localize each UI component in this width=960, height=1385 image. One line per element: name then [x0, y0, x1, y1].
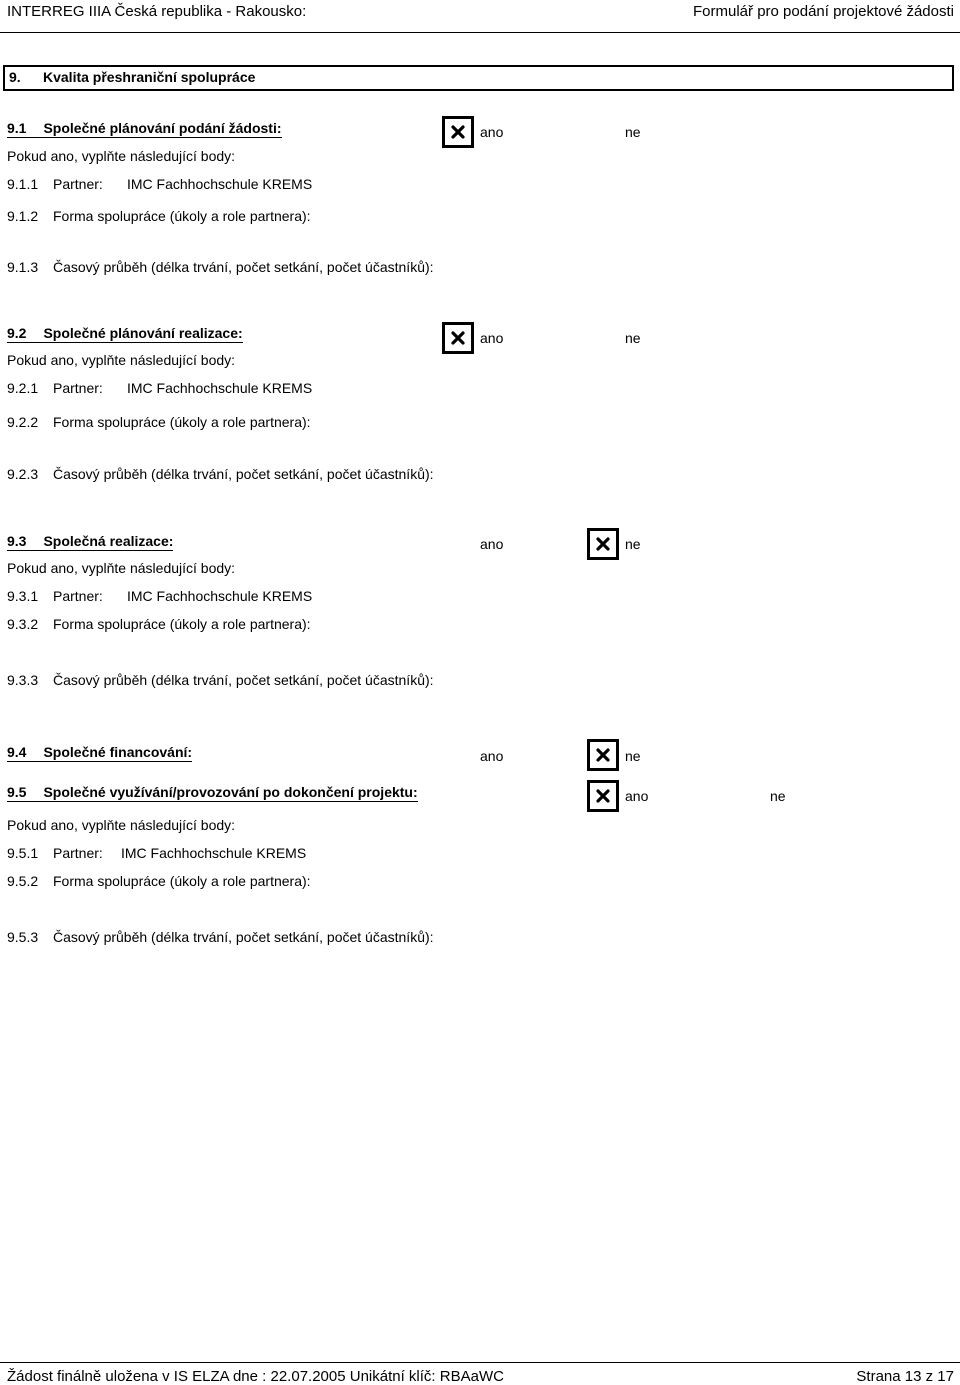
item-title: Společné plánování realizace: [43, 325, 243, 341]
footer-rule [0, 1362, 960, 1363]
timeline-label: Časový průběh (délka trvání, počet setkání, počet účastníků): [53, 466, 434, 482]
item-9-5-if-yes: Pokud ano, vyplňte následující body: [7, 817, 236, 833]
item-9-1-2-num: 9.1.2 [7, 208, 39, 224]
item-number: 9.2 [7, 325, 27, 341]
timeline-label: Časový průběh (délka trvání, počet setkání, počet účastníků): [53, 672, 434, 688]
item-9-1-3-num: 9.1.3 [7, 259, 39, 275]
item-title: Společné využívání/provozování po dokončení projektu: [43, 784, 418, 800]
item-9-3-3-num: 9.3.3 [7, 672, 39, 688]
check-x-icon [595, 788, 611, 804]
header-left: INTERREG IIIA Česká republika - Rakousko: [7, 3, 307, 20]
section-title: Kvalita přeshraniční spolupráce [43, 69, 256, 85]
footer-right: Strana 13 z 17 [856, 1368, 954, 1385]
item-9-4-heading [7, 745, 192, 762]
item-9-4-ne-checkbox[interactable] [587, 739, 619, 771]
timeline-label: Časový průběh (délka trvání, počet setkání, počet účastníků): [53, 259, 434, 275]
item-title: Společné plánování podání žádosti: [43, 120, 282, 136]
header-right: Formulář pro podání projektové žádosti [693, 3, 954, 20]
form-label: Forma spolupráce (úkoly a role partnera): [53, 873, 311, 889]
check-x-icon [595, 747, 611, 763]
form-label: Forma spolupráce (úkoly a role partnera): [53, 208, 311, 224]
item-9-5-heading [7, 785, 418, 802]
item-9-1-1-num: 9.1.1 [7, 176, 39, 192]
item-number: 9.5 [7, 784, 27, 800]
item-9-1-heading [7, 121, 282, 138]
form-label: Forma spolupráce (úkoly a role partnera): [53, 414, 311, 430]
item-number: 9.1 [7, 120, 27, 136]
item-9-2-1-num: 9.2.1 [7, 380, 39, 396]
partner-label: Partner: [53, 380, 103, 396]
item-9-3-2-num: 9.3.2 [7, 616, 39, 632]
item-number: 9.4 [7, 744, 27, 760]
item-9-5-3-num: 9.5.3 [7, 929, 39, 945]
item-9-4-ano-label: ano [480, 748, 504, 764]
item-9-1-partner-value: IMC Fachhochschule KREMS [127, 176, 313, 192]
item-9-3-if-yes: Pokud ano, vyplňte následující body: [7, 560, 236, 576]
item-9-3-ano-label: ano [480, 536, 504, 552]
section-number: 9. [9, 69, 21, 85]
item-9-5-2-num: 9.5.2 [7, 873, 39, 889]
item-9-5-ano-label: ano [625, 788, 649, 804]
item-9-2-heading [7, 326, 243, 343]
item-9-4-ne-label: ne [625, 748, 641, 764]
item-9-2-ano-checkbox[interactable] [442, 322, 474, 354]
partner-label: Partner: [53, 588, 103, 604]
item-number: 9.3 [7, 533, 27, 549]
check-x-icon [450, 124, 466, 140]
item-9-5-ano-checkbox[interactable] [587, 780, 619, 812]
item-9-2-3-num: 9.2.3 [7, 466, 39, 482]
item-9-3-ne-label: ne [625, 536, 641, 552]
item-9-1-ano-checkbox[interactable] [442, 116, 474, 148]
timeline-label: Časový průběh (délka trvání, počet setkání, počet účastníků): [53, 929, 434, 945]
item-9-2-if-yes: Pokud ano, vyplňte následující body: [7, 352, 236, 368]
item-9-2-partner-value: IMC Fachhochschule KREMS [127, 380, 313, 396]
check-x-icon [595, 536, 611, 552]
item-title: Společné financování: [43, 744, 193, 760]
item-9-1-ano-label: ano [480, 124, 504, 140]
check-x-icon [450, 330, 466, 346]
item-title: Společná realizace: [43, 533, 174, 549]
item-9-3-ne-checkbox[interactable] [587, 528, 619, 560]
item-9-5-ne-label: ne [770, 788, 786, 804]
item-9-2-ano-label: ano [480, 330, 504, 346]
item-9-1-if-yes: Pokud ano, vyplňte následující body: [7, 148, 236, 164]
item-9-3-partner-value: IMC Fachhochschule KREMS [127, 588, 313, 604]
form-label: Forma spolupráce (úkoly a role partnera): [53, 616, 311, 632]
item-9-3-heading [7, 534, 173, 551]
header-rule [0, 32, 960, 33]
partner-label: Partner: [53, 845, 103, 861]
partner-label: Partner: [53, 176, 103, 192]
item-9-5-partner-value: IMC Fachhochschule KREMS [121, 845, 307, 861]
item-9-2-2-num: 9.2.2 [7, 414, 39, 430]
item-9-5-1-num: 9.5.1 [7, 845, 39, 861]
footer-left: Žádost finálně uložena v IS ELZA dne : 22.07.2005 Unikátní klíč: RBAaWC [7, 1368, 504, 1385]
item-9-2-ne-label: ne [625, 330, 641, 346]
item-9-1-ne-label: ne [625, 124, 641, 140]
item-9-3-1-num: 9.3.1 [7, 588, 39, 604]
